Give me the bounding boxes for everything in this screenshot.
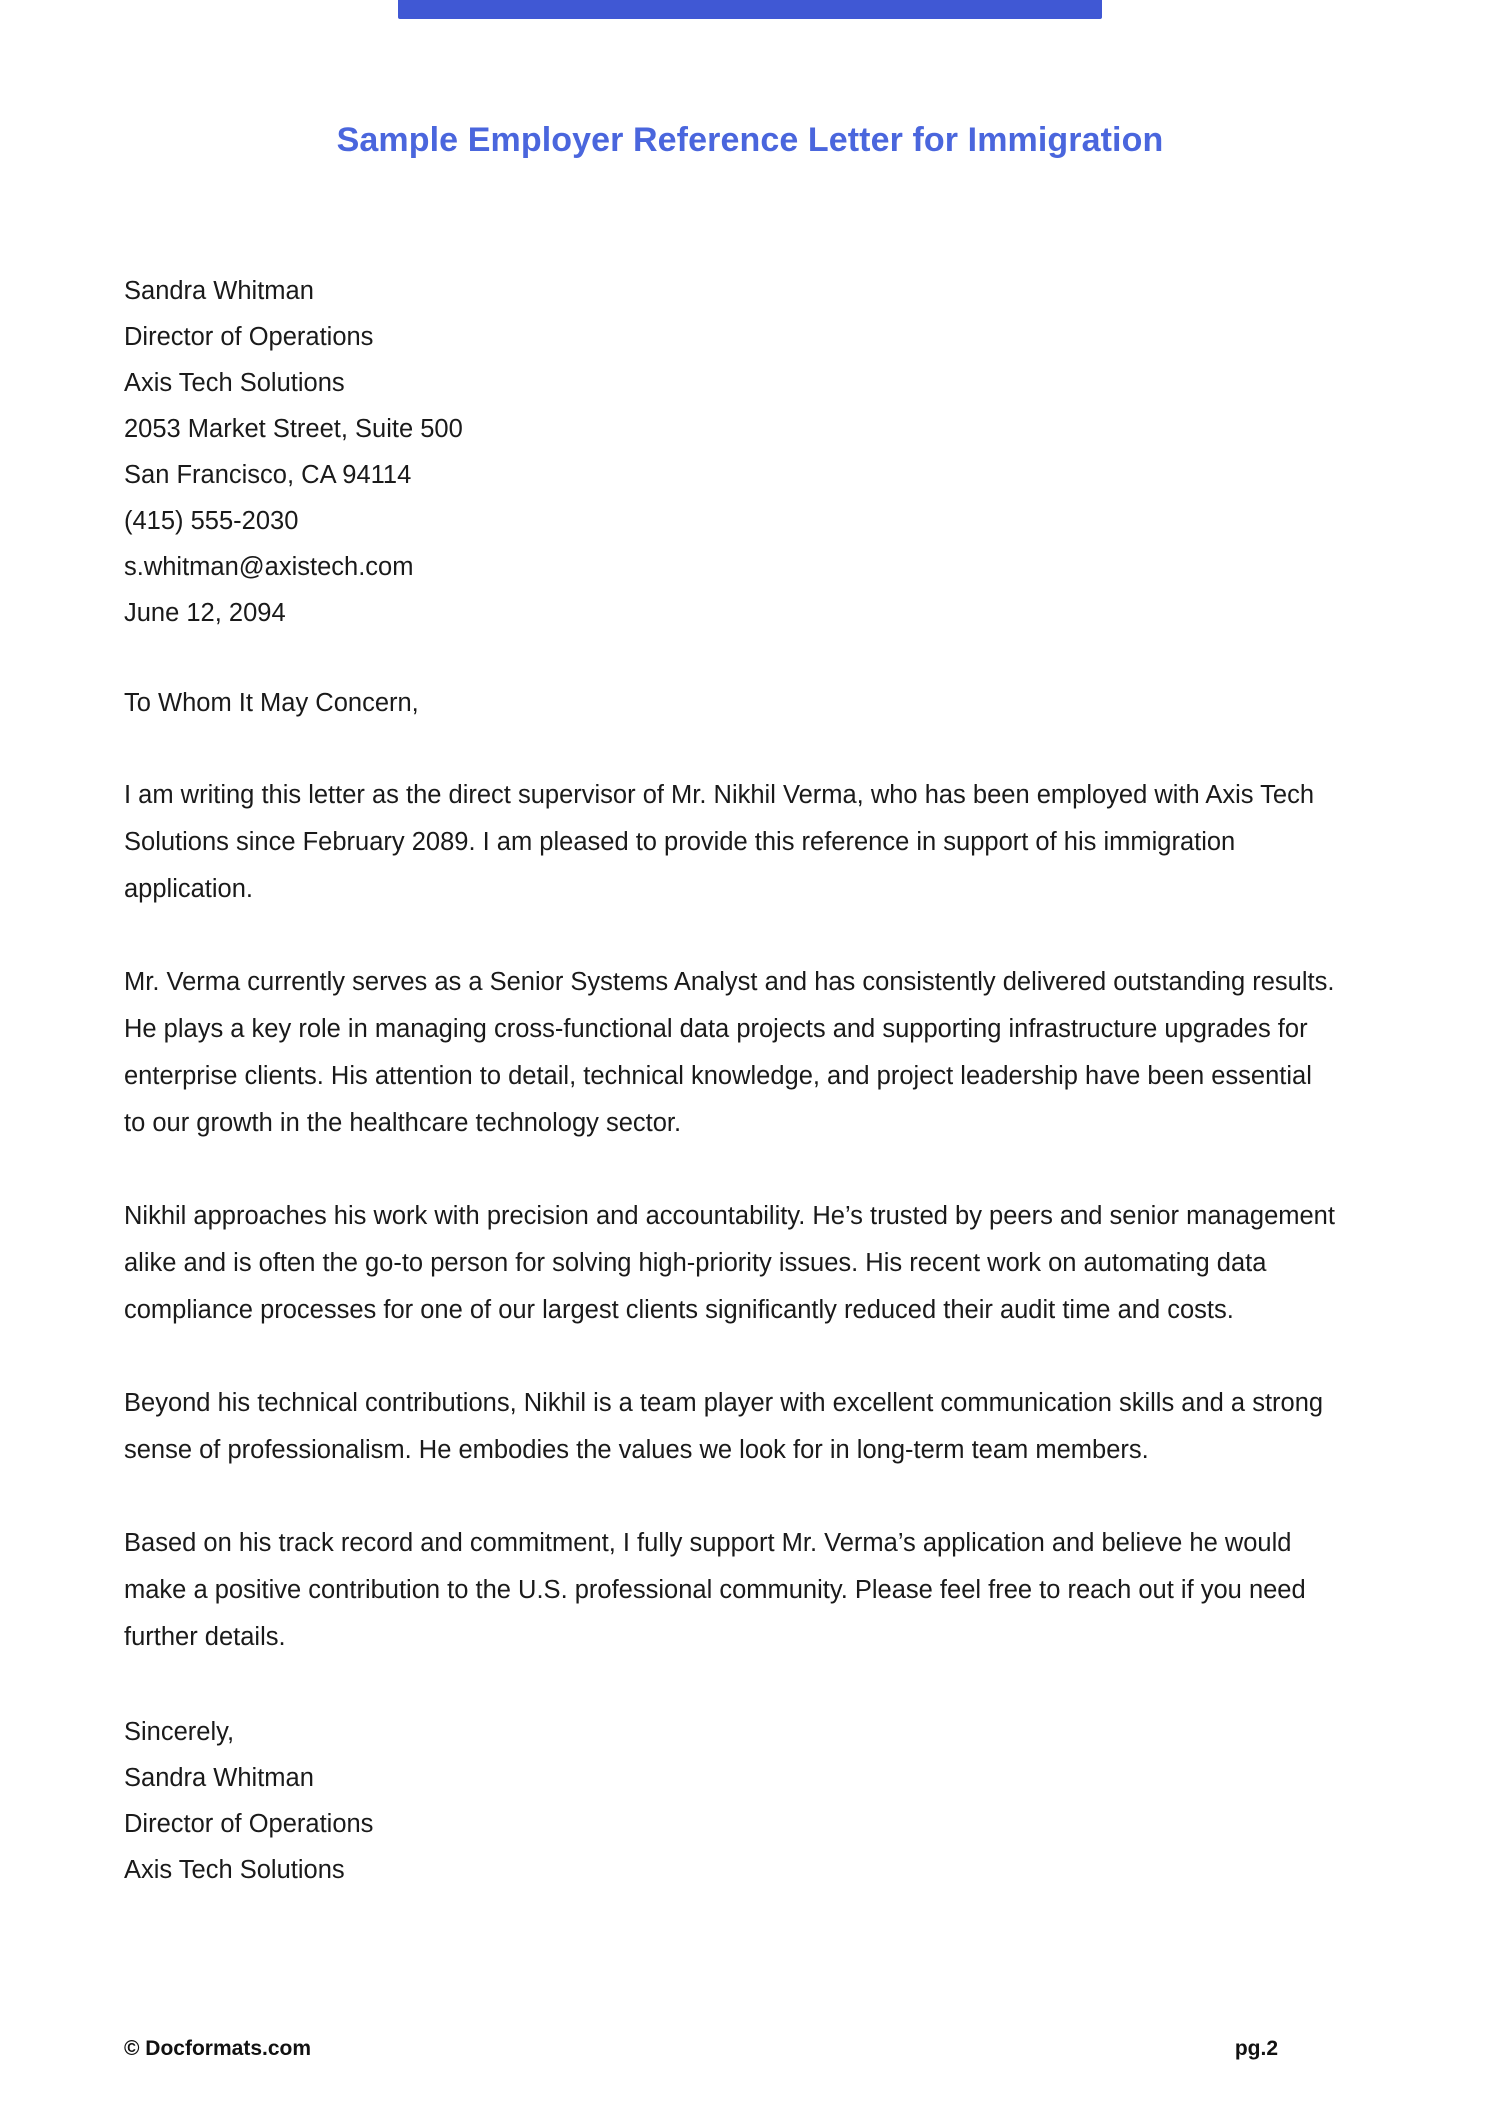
page-footer — [124, 2037, 1376, 2061]
closing-company: Axis Tech Solutions — [124, 1856, 345, 1884]
closing-signature-block — [124, 1709, 1336, 1893]
closing-job-title: Director of Operations — [124, 1810, 374, 1838]
closing-valediction: Sincerely, — [124, 1718, 235, 1746]
sender-company: Axis Tech Solutions — [124, 369, 345, 397]
body-paragraph: Beyond his technical contributions, Nikhil is a team player with excellent communication skills and a strong sense of professionalism. He embodies the values we look for in long-term team members. — [124, 1389, 1324, 1464]
letter-date: June 12, 2094 — [124, 599, 286, 627]
sender-street: 2053 Market Street, Suite 500 — [124, 415, 463, 443]
salutation: To Whom It May Concern, — [124, 689, 419, 717]
letter-body — [124, 268, 1336, 1893]
header-accent-bar — [398, 0, 1102, 19]
closing-name: Sandra Whitman — [124, 1764, 314, 1792]
footer-copyright: © Docformats.com — [124, 2037, 312, 2060]
body-paragraph: Mr. Verma currently serves as a Senior Systems Analyst and has consistently delivered outstanding results. He plays a key role in managing cross-functional data projects and supporting infrastructure upgrades for enterprise clients. His attention to detail, technical knowledge, and project leadership have been essential to our growth in the healthcare technology sector. — [124, 968, 1335, 1137]
sender-phone: (415) 555-2030 — [124, 507, 299, 535]
sender-city-state-zip: San Francisco, CA 94114 — [124, 461, 412, 489]
sender-name: Sandra Whitman — [124, 277, 314, 305]
sender-email: s.whitman@axistech.com — [124, 553, 414, 581]
body-paragraph: I am writing this letter as the direct supervisor of Mr. Nikhil Verma, who has been employed with Axis Tech Solutions since February 2089. I am pleased to provide this reference in support of his immigration application. — [124, 781, 1315, 903]
sender-address-block — [124, 268, 1336, 636]
footer-page-number: pg.2 — [1234, 2037, 1278, 2060]
body-paragraph: Based on his track record and commitment, I fully support Mr. Verma’s application and believe he would make a positive contribution to the U.S. professional community. Please feel free to reach out if you need further details. — [124, 1529, 1306, 1651]
page-title: Sample Employer Reference Letter for Immigration — [336, 121, 1164, 159]
body-paragraph: Nikhil approaches his work with precision and accountability. He’s trusted by peers and senior management alike and is often the go-to person for solving high-priority issues. His recent work on automating data compliance processes for one of our largest clients significantly reduced their audit time and costs. — [124, 1202, 1335, 1324]
sender-job-title: Director of Operations — [124, 323, 374, 351]
